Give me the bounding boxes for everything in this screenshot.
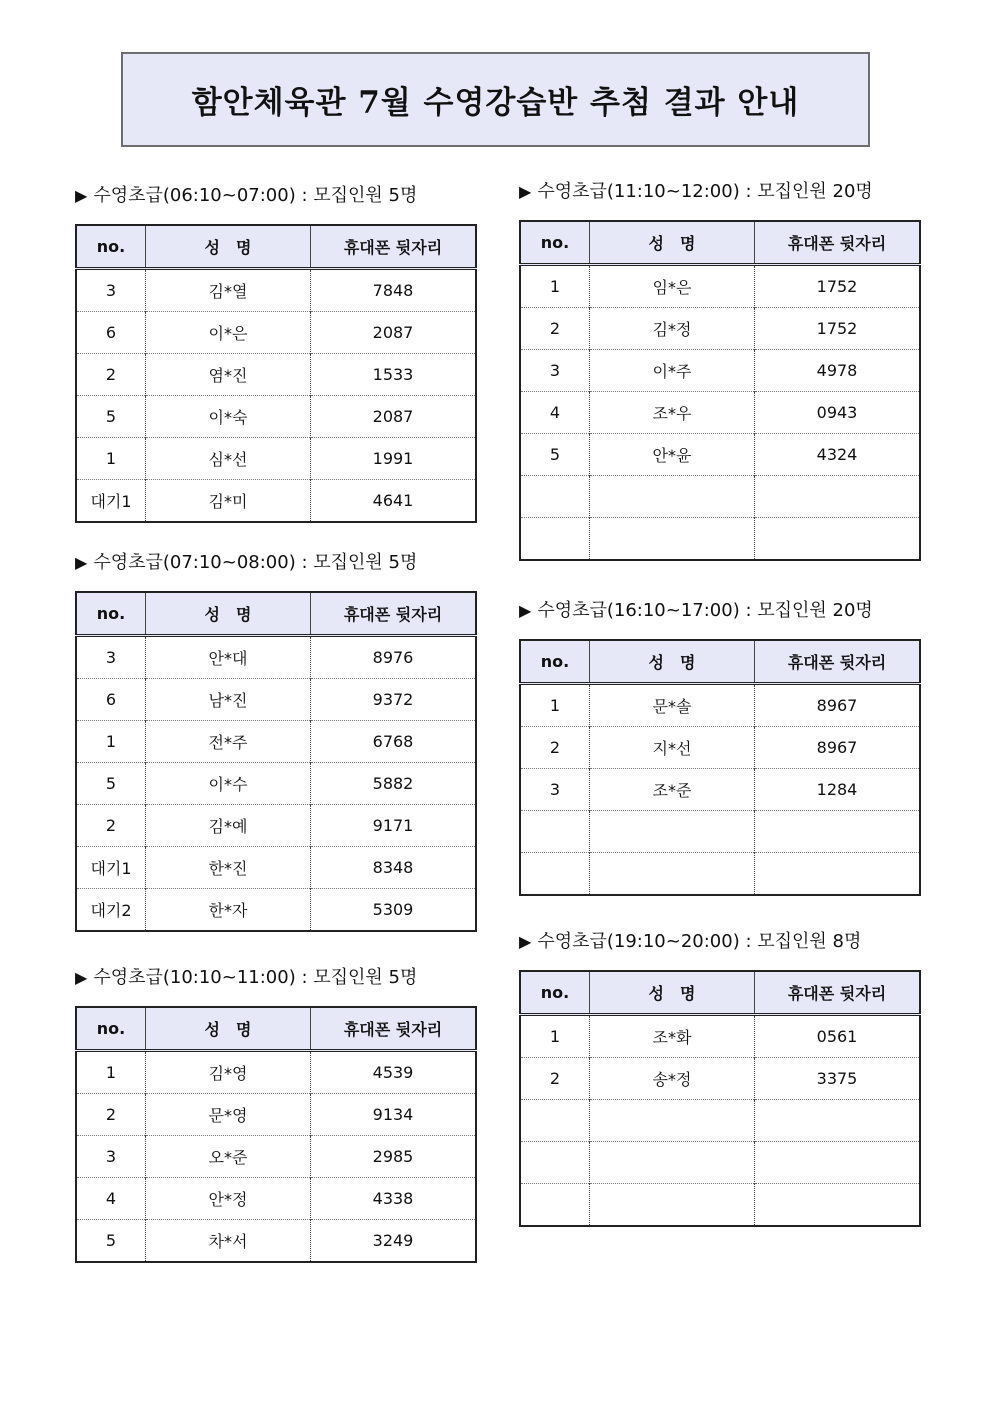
cell-no: 5	[520, 434, 590, 476]
table-row	[76, 312, 476, 354]
header-phone: 휴대폰 뒷자리	[755, 971, 921, 1015]
table-row	[76, 679, 476, 721]
cell-no: 1	[520, 1015, 590, 1058]
table-row	[76, 847, 476, 889]
cell-name: 김*정	[590, 308, 755, 350]
cell-name: 문*솔	[590, 684, 755, 727]
section-heading	[519, 928, 921, 956]
cell-name: 조*준	[590, 769, 755, 811]
cell-phone: 8967	[755, 727, 921, 769]
section-1010	[75, 964, 477, 1263]
header-phone: 휴대폰 뒷자리	[311, 1007, 477, 1051]
cell-name: 지*선	[590, 727, 755, 769]
table-row	[76, 1094, 476, 1136]
cell-no: 3	[520, 769, 590, 811]
table-row	[520, 265, 920, 308]
cell-phone	[755, 1142, 921, 1184]
header-no: no.	[76, 592, 146, 636]
cell-no: 3	[76, 269, 146, 312]
table-row	[76, 1178, 476, 1220]
cell-no: 3	[520, 350, 590, 392]
cell-no: 2	[520, 308, 590, 350]
section-heading-text: 수영초급(10:10~11:00) : 모집인원 5명	[93, 967, 418, 988]
table-row	[520, 392, 920, 434]
cell-phone	[755, 1184, 921, 1227]
cell-no	[520, 853, 590, 896]
table-row	[76, 269, 476, 312]
cell-no: 4	[76, 1178, 146, 1220]
cell-name	[590, 1184, 755, 1227]
cell-phone: 4539	[372, 1063, 414, 1082]
cell-phone	[755, 853, 921, 896]
cell-name: 김*미	[146, 480, 311, 523]
cell-no	[520, 518, 590, 561]
cell-name: 한*진	[146, 847, 311, 889]
cell-no	[520, 1100, 590, 1142]
cell-phone: 9134	[311, 1094, 477, 1136]
cell-name: 이*숙	[146, 396, 311, 438]
section-heading-text: 수영초급(07:10~08:00) : 모집인원 5명	[93, 552, 418, 573]
cell-name: 염*진	[146, 354, 311, 396]
cell-no: 2	[76, 1094, 146, 1136]
header-name: 성 명	[590, 221, 755, 265]
triangle-bullet-icon: ▶	[519, 182, 532, 201]
cell-name: 조*화	[590, 1015, 755, 1058]
cell-name: 송*정	[590, 1058, 755, 1100]
cell-phone: 1752	[816, 277, 858, 296]
cell-no	[520, 1184, 590, 1227]
cell-phone: 3249	[311, 1220, 477, 1263]
cell-phone: 1752	[755, 308, 921, 350]
triangle-bullet-icon: ▶	[519, 932, 532, 951]
table-row	[76, 1220, 476, 1263]
table-row	[76, 1051, 476, 1094]
roster-table	[519, 970, 921, 1227]
cell-name: 임*은	[590, 265, 755, 308]
cell-phone: 0561	[816, 1027, 858, 1046]
cell-name: 문*영	[146, 1094, 311, 1136]
table-row	[520, 1058, 920, 1100]
cell-no: 1	[76, 1051, 146, 1094]
section-heading-text: 수영초급(11:10~12:00) : 모집인원 20명	[537, 181, 873, 202]
cell-name: 김*예	[146, 805, 311, 847]
cell-phone: 1284	[755, 769, 921, 811]
roster-table	[75, 591, 477, 932]
cell-name	[590, 1100, 755, 1142]
table-row	[520, 434, 920, 476]
cell-phone	[755, 518, 921, 561]
table-row	[76, 889, 476, 932]
cell-name	[590, 476, 755, 518]
cell-name	[590, 1142, 755, 1184]
section-1610	[519, 597, 921, 896]
cell-no: 5	[76, 1220, 146, 1263]
cell-name: 안*윤	[590, 434, 755, 476]
table-row	[520, 853, 920, 896]
header-name: 성 명	[146, 225, 311, 269]
cell-no: 1	[76, 721, 146, 763]
roster-table	[519, 220, 921, 561]
cell-phone: 4641	[311, 480, 477, 523]
header-phone: 휴대폰 뒷자리	[755, 640, 921, 684]
table-row	[76, 354, 476, 396]
cell-no	[520, 1142, 590, 1184]
table-row	[76, 480, 476, 523]
cell-phone: 5882	[311, 763, 477, 805]
cell-name: 김*영	[146, 1051, 311, 1094]
cell-no: 3	[76, 1136, 146, 1178]
cell-name	[590, 811, 755, 853]
cell-name: 한*자	[146, 889, 311, 932]
cell-name: 이*수	[146, 763, 311, 805]
header-phone: 휴대폰 뒷자리	[311, 225, 477, 269]
cell-phone: 8976	[372, 648, 414, 667]
table-header-row	[520, 640, 920, 684]
cell-name: 전*주	[146, 721, 311, 763]
section-heading-text: 수영초급(19:10~20:00) : 모집인원 8명	[537, 931, 862, 952]
cell-name: 오*준	[146, 1136, 311, 1178]
cell-no	[520, 811, 590, 853]
cell-name: 심*선	[146, 438, 311, 480]
page-title: 함안체육관 7월 수영강습반 추첨 결과 안내	[191, 85, 800, 121]
header-no: no.	[520, 221, 590, 265]
cell-phone: 2985	[311, 1136, 477, 1178]
section-1910	[519, 928, 921, 1227]
cell-phone: 8348	[311, 847, 477, 889]
table-row	[76, 721, 476, 763]
cell-phone: 0943	[755, 392, 921, 434]
cell-phone: 1991	[311, 438, 477, 480]
section-heading	[75, 964, 477, 992]
cell-no: 1	[520, 684, 590, 727]
table-header-row	[520, 221, 920, 265]
cell-phone: 4324	[755, 434, 921, 476]
cell-no: 4	[520, 392, 590, 434]
section-0710	[75, 549, 477, 932]
cell-no: 3	[76, 636, 146, 679]
table-row	[76, 396, 476, 438]
cell-no: 대기2	[76, 889, 146, 932]
header-no: no.	[76, 1007, 146, 1051]
triangle-bullet-icon: ▶	[519, 601, 532, 620]
cell-name	[590, 518, 755, 561]
cell-no: 6	[76, 312, 146, 354]
cell-name: 김*열	[146, 269, 311, 312]
cell-phone: 6768	[311, 721, 477, 763]
cell-name	[590, 853, 755, 896]
triangle-bullet-icon: ▶	[75, 186, 88, 205]
header-name: 성 명	[146, 592, 311, 636]
cell-phone: 7848	[372, 281, 414, 300]
cell-no: 6	[76, 679, 146, 721]
table-header-row	[520, 971, 920, 1015]
cell-name: 안*정	[146, 1178, 311, 1220]
cell-phone: 9372	[311, 679, 477, 721]
table-row	[520, 811, 920, 853]
cell-no: 1	[76, 438, 146, 480]
header-no: no.	[520, 640, 590, 684]
header-phone: 휴대폰 뒷자리	[755, 221, 921, 265]
roster-table	[75, 1006, 477, 1263]
table-row	[76, 636, 476, 679]
section-0610	[75, 182, 477, 523]
cell-no: 2	[76, 354, 146, 396]
title-banner	[121, 52, 870, 147]
cell-phone	[755, 1100, 921, 1142]
cell-phone	[755, 811, 921, 853]
cell-phone	[755, 476, 921, 518]
table-row	[520, 684, 920, 727]
cell-phone: 4978	[755, 350, 921, 392]
cell-no: 5	[76, 763, 146, 805]
table-row	[520, 769, 920, 811]
cell-name: 차*서	[146, 1220, 311, 1263]
header-no: no.	[520, 971, 590, 1015]
cell-phone: 5309	[311, 889, 477, 932]
cell-no: 1	[520, 265, 590, 308]
table-row	[76, 1136, 476, 1178]
cell-no: 5	[76, 396, 146, 438]
table-header-row	[76, 1007, 476, 1051]
table-row	[520, 350, 920, 392]
table-row	[76, 805, 476, 847]
header-phone: 휴대폰 뒷자리	[311, 592, 477, 636]
cell-name: 안*대	[146, 636, 311, 679]
cell-no: 2	[520, 1058, 590, 1100]
triangle-bullet-icon: ▶	[75, 553, 88, 572]
table-row	[520, 476, 920, 518]
section-heading	[519, 178, 921, 206]
cell-name: 이*은	[146, 312, 311, 354]
cell-phone: 2087	[311, 312, 477, 354]
cell-name: 조*우	[590, 392, 755, 434]
section-1110	[519, 178, 921, 561]
cell-no	[520, 476, 590, 518]
roster-table	[75, 224, 477, 523]
table-header-row	[76, 592, 476, 636]
header-name: 성 명	[590, 971, 755, 1015]
table-header-row	[76, 225, 476, 269]
table-row	[520, 1142, 920, 1184]
section-heading	[75, 549, 477, 577]
table-row	[520, 518, 920, 561]
section-heading	[519, 597, 921, 625]
header-no: no.	[76, 225, 146, 269]
table-row	[76, 763, 476, 805]
section-heading	[75, 182, 477, 210]
cell-phone: 2087	[311, 396, 477, 438]
table-row	[520, 1100, 920, 1142]
table-row	[520, 308, 920, 350]
table-row	[520, 727, 920, 769]
cell-phone: 9171	[311, 805, 477, 847]
header-name: 성 명	[146, 1007, 311, 1051]
section-heading-text: 수영초급(16:10~17:00) : 모집인원 20명	[537, 600, 873, 621]
cell-name: 이*주	[590, 350, 755, 392]
cell-phone: 8967	[816, 696, 858, 715]
cell-no: 대기1	[76, 847, 146, 889]
cell-name: 남*진	[146, 679, 311, 721]
table-row	[520, 1015, 920, 1058]
table-row	[520, 1184, 920, 1227]
cell-phone: 4338	[311, 1178, 477, 1220]
roster-table	[519, 639, 921, 896]
table-row	[76, 438, 476, 480]
header-name: 성 명	[590, 640, 755, 684]
cell-no: 2	[520, 727, 590, 769]
cell-no: 2	[76, 805, 146, 847]
cell-no: 대기1	[76, 480, 146, 523]
cell-phone: 3375	[755, 1058, 921, 1100]
triangle-bullet-icon: ▶	[75, 968, 88, 987]
section-heading-text: 수영초급(06:10~07:00) : 모집인원 5명	[93, 185, 418, 206]
cell-phone: 1533	[311, 354, 477, 396]
